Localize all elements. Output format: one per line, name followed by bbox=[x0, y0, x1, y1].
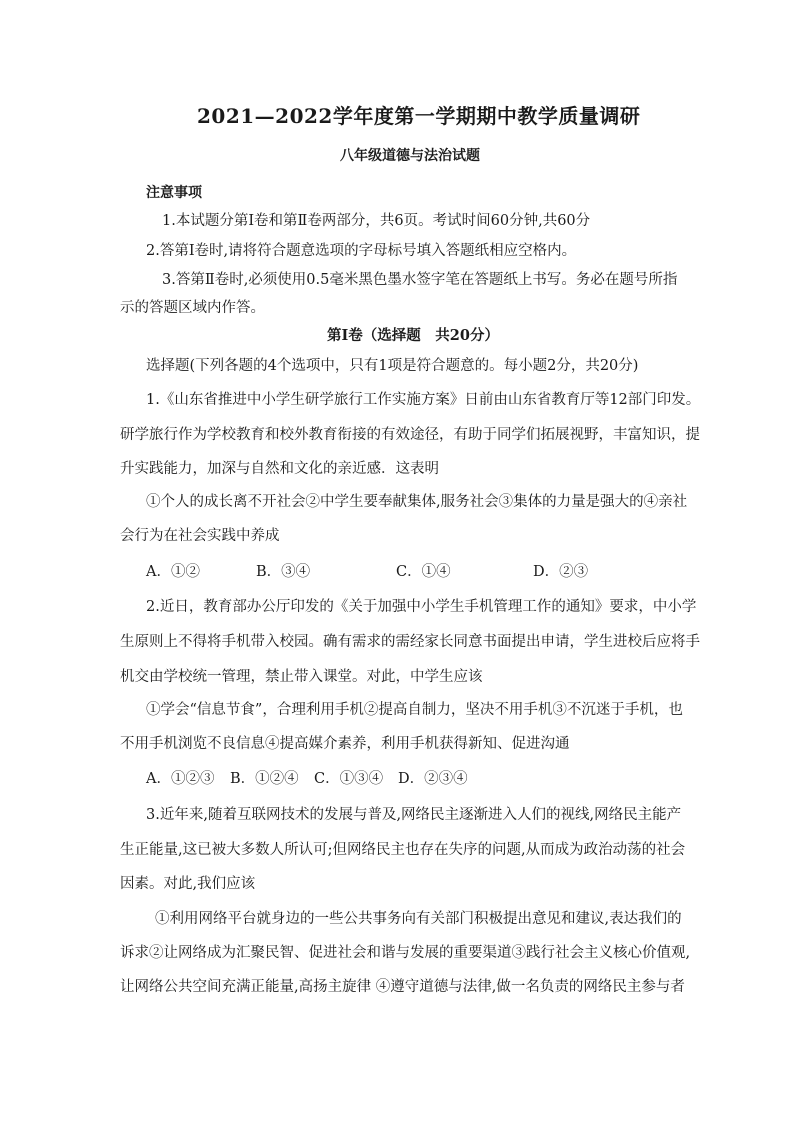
notice-item: 2.答第Ⅰ卷时,请将符合题意选项的字母标号填入答题纸相应空格内。 bbox=[146, 243, 577, 259]
option-b: B．①②④ bbox=[230, 771, 299, 787]
option-d: D．②③ bbox=[533, 564, 589, 580]
question-3-line: 因素。对此,我们应该 bbox=[120, 876, 256, 892]
question-1-statement: 会行为在社会实践中养成 bbox=[120, 528, 280, 544]
notice-item: 3.答第Ⅱ卷时,必须使用0.5毫米黑色墨水签字笔在答题纸上书写。务必在题号所指 bbox=[162, 272, 678, 288]
question-2-statement: ①学会“信息节食”，合理利用手机②提高自制力，坚决不用手机③不沉迷于手机，也 bbox=[146, 702, 683, 718]
section-instruction: 选择题(下列各题的4个选项中，只有1项是符合题意的。每小题2分，共20分) bbox=[146, 358, 639, 374]
question-1-statement: ①个人的成长离不开社会②中学生要奉献集体,服务社会③集体的力量是强大的④亲社 bbox=[146, 494, 688, 510]
question-3-statement: 诉求②让网络成为汇聚民智、促进社会和谐与发展的重要渠道③践行社会主义核心价值观, bbox=[120, 945, 691, 961]
question-2-line: 2.近日，教育部办公厅印发的《关于加强中小学生手机管理工作的通知》要求，中小学 bbox=[146, 599, 697, 615]
question-3-line: 3.近年来,随着互联网技术的发展与普及,网络民主逐渐进入人们的视线,网络民主能产 bbox=[146, 807, 682, 823]
exam-subtitle: 八年级道德与法治试题 bbox=[340, 148, 480, 164]
exam-title: 2021—2022学年度第一学期期中教学质量调研 bbox=[197, 104, 641, 128]
option-a: A．①② bbox=[146, 564, 200, 580]
question-3-line: 生正能量,这已被大多数人所认可;但网络民主也存在失序的问题,从而成为政治动荡的社会 bbox=[120, 842, 686, 858]
notice-item: 示的答题区域内作答。 bbox=[120, 300, 265, 316]
question-2-statement: 不用手机浏览不良信息④提高媒介素养，利用手机获得新知、促进沟通 bbox=[120, 736, 570, 752]
question-2-line: 机交由学校统一管理，禁止带入课堂。对此，中学生应该 bbox=[120, 669, 483, 685]
section-heading: 第Ⅰ卷（选择题 共20分） bbox=[327, 327, 499, 344]
question-1-line: 升实践能力，加深与自然和文化的亲近感．这表明 bbox=[120, 461, 439, 477]
option-c: C．①④ bbox=[396, 564, 451, 580]
question-1-line: 1.《山东省推进中小学生研学旅行工作实施方案》日前由山东省教育厅等12部门印发。 bbox=[146, 392, 701, 408]
question-2-line: 生原则上不得将手机带入校园。确有需求的需经家长同意书面提出申请，学生进校后应将手 bbox=[120, 634, 700, 650]
question-3-statement: 让网络公共空间充满正能量,高扬主旋律 ④遵守道德与法律,做一名负责的网络民主参与者 bbox=[120, 979, 685, 995]
question-3-statement: ①利用网络平台就身边的一些公共事务向有关部门积极提出意见和建议,表达我们的 bbox=[155, 911, 682, 927]
question-2-options bbox=[146, 769, 468, 789]
notice-item: 1.本试题分第Ⅰ卷和第Ⅱ卷两部分，共6页。考试时间60分钟,共60分 bbox=[162, 213, 591, 229]
option-c: C．①③④ bbox=[314, 771, 384, 787]
option-b: B．③④ bbox=[256, 564, 311, 580]
question-1-line: 研学旅行作为学校教育和校外教育衔接的有效途径，有助于同学们拓展视野，丰富知识，提 bbox=[120, 427, 700, 443]
option-a: A．①②③ bbox=[146, 771, 215, 787]
option-d: D．②③④ bbox=[398, 771, 468, 787]
question-1-options bbox=[146, 562, 588, 582]
notice-heading: 注意事项 bbox=[146, 185, 202, 201]
